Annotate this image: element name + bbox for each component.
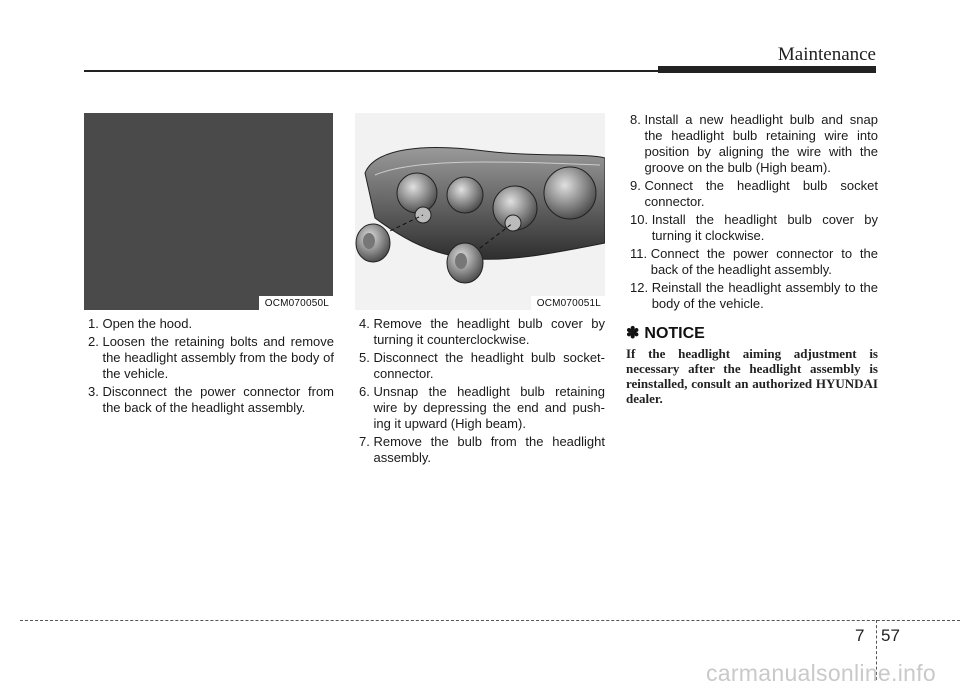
step-text: Unsnap the headlight bulb retaining wire by depressing the end and push-ing it upward (High beam).	[373, 384, 605, 431]
step-text: Remove the headlight bulb cover by turning it counterclockwise.	[373, 316, 605, 347]
step-number: 12.	[630, 280, 652, 295]
step-number: 2.	[88, 334, 103, 349]
header-title: Maintenance	[777, 44, 876, 65]
step-item	[355, 434, 605, 466]
header-rule-accent	[658, 66, 876, 73]
step-item	[626, 178, 878, 210]
step-text: Reinstall the headlight assembly to the body of the vehicle.	[651, 280, 878, 311]
step-item	[84, 334, 334, 382]
step-item	[84, 316, 334, 332]
step-number: 3.	[88, 384, 103, 399]
step-number: 1.	[88, 316, 103, 331]
step-number: 4.	[359, 316, 374, 331]
notice-heading	[626, 326, 878, 342]
step-number: 8.	[630, 112, 645, 127]
step-item	[355, 350, 605, 382]
figure-hood-photo	[84, 113, 333, 310]
footer-rule	[20, 620, 960, 621]
steps-column-1	[84, 316, 334, 418]
step-text: Open the hood.	[102, 316, 193, 331]
step-item	[626, 246, 878, 278]
step-text: Install the headlight bulb cover by turning it clockwise.	[651, 212, 878, 243]
step-text: Install a new headlight bulb and snap the headlight bulb retaining wire into position by aligning the wire with the groove on the bulb (High beam).	[644, 112, 878, 175]
page-number: 57	[881, 626, 900, 645]
notice-body: If the headlight aiming adjustment is necessary after the headlight assembly is reinstalled, consult an authorized HYUNDAI dealer.	[626, 346, 878, 406]
step-number: 6.	[359, 384, 374, 399]
step-number: 5.	[359, 350, 374, 365]
step-text: Disconnect the power connector from the back of the headlight assembly.	[102, 384, 334, 415]
figure-label: OCM070050L	[259, 296, 333, 310]
notice-icon: ✽	[626, 325, 640, 342]
step-text: Loosen the retaining bolts and remove the headlight assembly from the body of the vehicle.	[102, 334, 334, 381]
step-item	[84, 384, 334, 416]
step-item	[626, 112, 878, 176]
page-chapter: 7	[855, 626, 865, 645]
step-number: 10.	[630, 212, 652, 227]
step-item	[355, 384, 605, 432]
step-item	[355, 316, 605, 348]
step-text: Disconnect the headlight bulb socket-connector.	[373, 350, 605, 381]
step-text: Connect the headlight bulb socket connector.	[644, 178, 878, 209]
step-item	[626, 212, 878, 244]
step-number: 11.	[630, 246, 651, 261]
notice-title: NOTICE	[644, 325, 705, 342]
step-text: Connect the power connector to the back of the headlight assembly.	[650, 246, 878, 277]
step-number: 9.	[630, 178, 645, 193]
watermark: carmanualsonline.info	[705, 660, 936, 686]
step-text: Remove the bulb from the headlight assembly.	[373, 434, 605, 465]
steps-column-2	[355, 316, 605, 468]
header-rule	[84, 70, 664, 72]
headlight-illustration	[355, 113, 605, 310]
steps-column-3	[626, 112, 878, 406]
figure-label: OCM070051L	[531, 296, 605, 310]
step-item	[626, 280, 878, 312]
step-number: 7.	[359, 434, 374, 449]
figure-headlight-assembly	[355, 113, 605, 310]
